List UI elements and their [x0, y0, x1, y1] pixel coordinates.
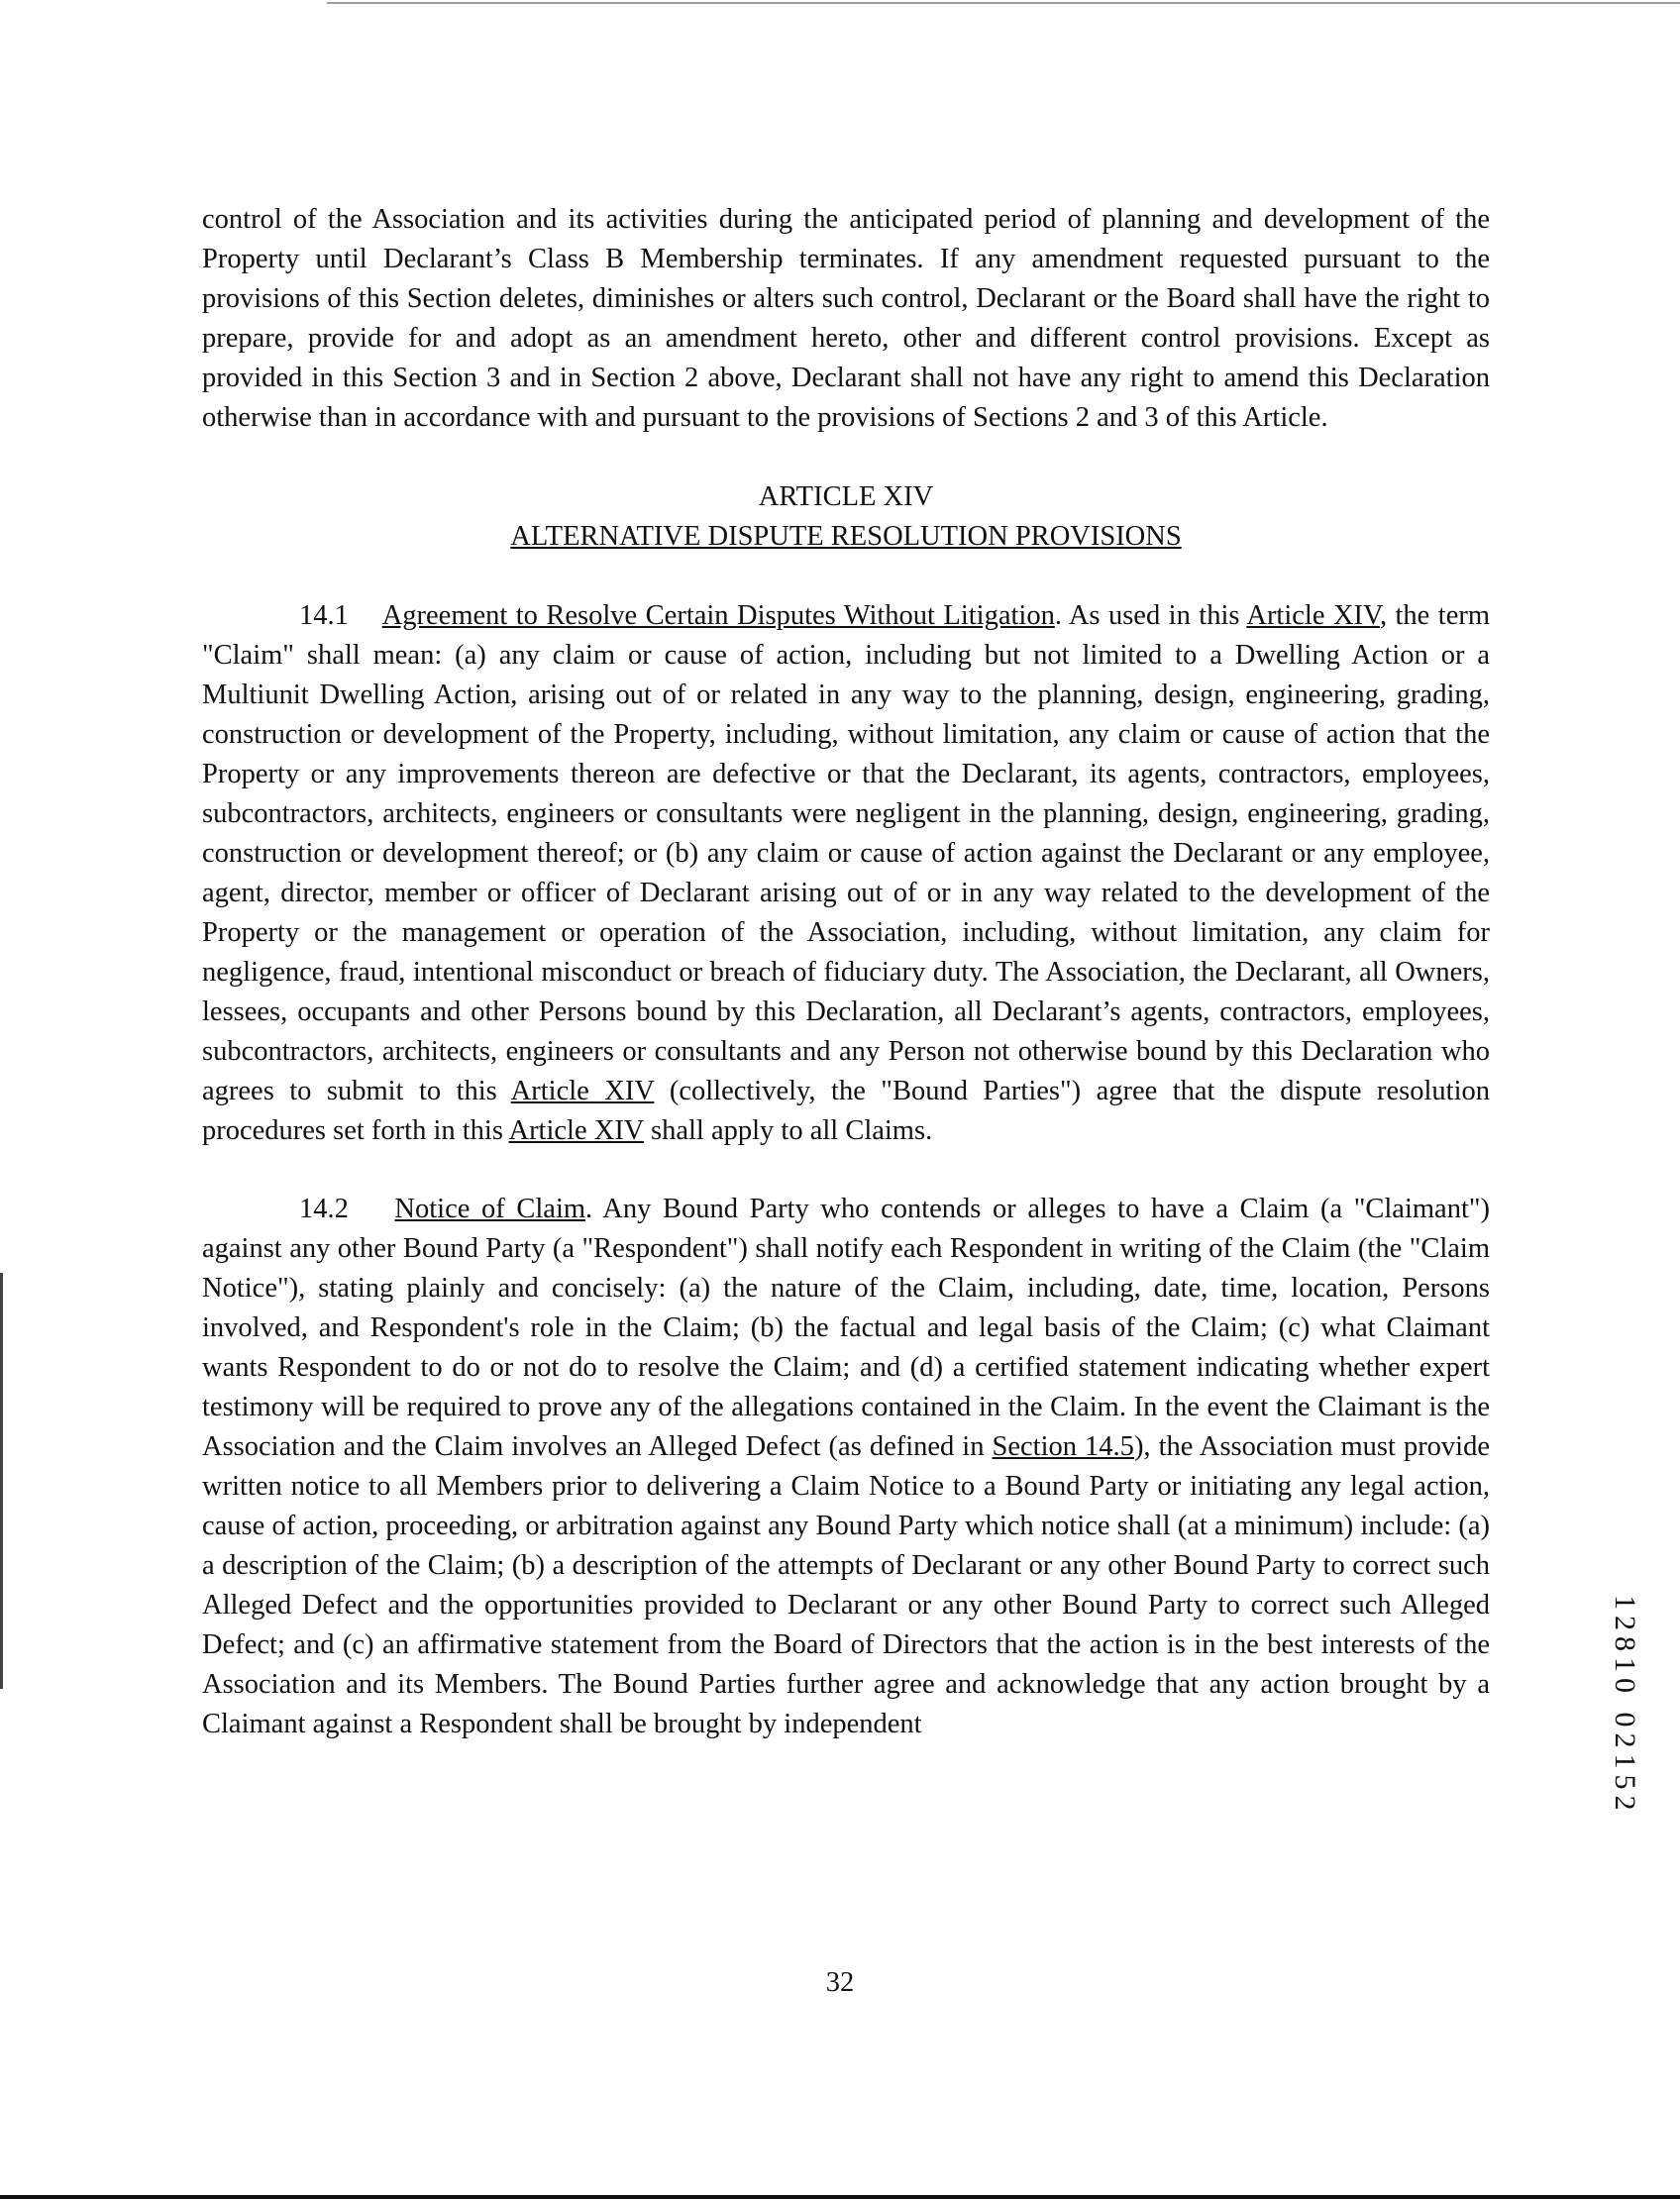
side-stamp-text: 12810 02152: [1609, 1595, 1641, 1817]
section-14-2: [202, 1190, 1490, 1744]
scan-top-edge: [327, 2, 1680, 4]
section-14-1-lead: . As used in this: [1054, 600, 1247, 631]
side-document-stamp: [1605, 1595, 1644, 1862]
section-14-2-number: 14.2: [299, 1194, 349, 1224]
section-reference: Section 14.5: [992, 1431, 1134, 1462]
article-number: ARTICLE XIV: [758, 481, 934, 512]
section-14-2-title: Notice of Claim: [394, 1194, 586, 1224]
article-heading: [202, 477, 1490, 557]
scan-bottom-edge: [0, 2195, 1680, 2199]
section-14-1-text-c: shall apply to all Claims.: [643, 1115, 933, 1146]
section-14-1-text-b: (collectively, the "Bound Parties") agree that the dispute resolution procedures set forth in this: [202, 1076, 1490, 1146]
page-number: 32: [825, 1967, 855, 1998]
scan-left-mark: [0, 1273, 3, 1689]
section-14-2-text-b: ), the Association must provide written notice to all Members prior to delivering a Claim Notice to a Bound Party or initiating any legal action, cause of action, proceeding, or arbitration against any Bound Party which notice shall (at a minimum) include: (a) a description of the Claim; (b) a description of the attempts of Declarant or any other Bound Party to correct such Alleged Defect and the opportunities provided to Declarant or any other Bound Party to correct such Alleged Defect; and (c) an affirmative statement from the Board of Directors that the action is in the best interests of the Association and its Members. The Bound Parties further agree and acknowledge that any action brought by a Claimant against a Respondent shall be brought by independent: [202, 1431, 1490, 1739]
article-reference-1: Article XIV: [1246, 600, 1380, 631]
section-14-2-text-a: . Any Bound Party who contends or alleges to have a Claim (a "Claimant") against any other Bound Party (a "Respondent") shall notify each Respondent in writing of the Claim (the "Claim Notice"), stating plainly and concisely: (a) the nature of the Claim, including, date, time, location, Persons involved, and Respondent's role in the Claim; (b) the factual and legal basis of the Claim; (c) what Claimant wants Respondent to do or not do to resolve the Claim; and (d) a certified statement indicating whether expert testimony will be required to prove any of the allegations contained in the Claim. In the event the Claimant is the Association and the Claim involves an Alleged Defect (as defined in: [202, 1194, 1490, 1462]
document-page: [202, 200, 1490, 1783]
section-14-1-title: Agreement to Resolve Certain Disputes Without Litigation: [381, 600, 1055, 631]
article-reference-3: Article XIV: [508, 1115, 644, 1146]
section-14-1-text-a: , the term "Claim" shall mean: (a) any claim or cause of action, including but not limited to a Dwelling Action or a Multiunit Dwelling Action, arising out of or related in any way to the planning, design, engineering, grading, construction or development of the Property, including, without limitation, any claim or cause of action that the Property or any improvements thereon are defective or that the Declarant, its agents, contractors, employees, subcontractors, architects, engineers or consultants were negligent in the planning, design, engineering, grading, construction or development thereof; or (b) any claim or cause of action against the Declarant or any employee, agent, director, member or officer of Declarant arising out of or in any way related to the development of the Property or the management or operation of the Association, including, without limitation, any claim for negligence, fraud, intentional misconduct or breach of fiduciary duty. The Association, the Declarant, all Owners, lessees, occupants and other Persons bound by this Declaration, all Declarant’s agents, contractors, employees, subcontractors, architects, engineers or consultants and any Person not otherwise bound by this Declaration who agrees to submit to this: [202, 600, 1491, 1106]
opening-paragraph: control of the Association and its activities during the anticipated period of planning and development of the Property until Declarant’s Class B Membership terminates. If any amendment requested pursuant to the provisions of this Section deletes, diminishes or alters such control, Declarant or the Board shall have the right to prepare, provide for and adopt as an amendment hereto, other and different control provisions. Except as provided in this Section 3 and in Section 2 above, Declarant shall not have any right to amend this Declaration otherwise than in accordance with and pursuant to the provisions of Sections 2 and 3 of this Article.: [202, 204, 1490, 433]
section-14-1-number: 14.1: [299, 600, 349, 631]
section-14-1: [202, 596, 1490, 1151]
article-reference-2: Article XIV: [510, 1076, 655, 1106]
article-title: ALTERNATIVE DISPUTE RESOLUTION PROVISIONS: [510, 521, 1182, 552]
